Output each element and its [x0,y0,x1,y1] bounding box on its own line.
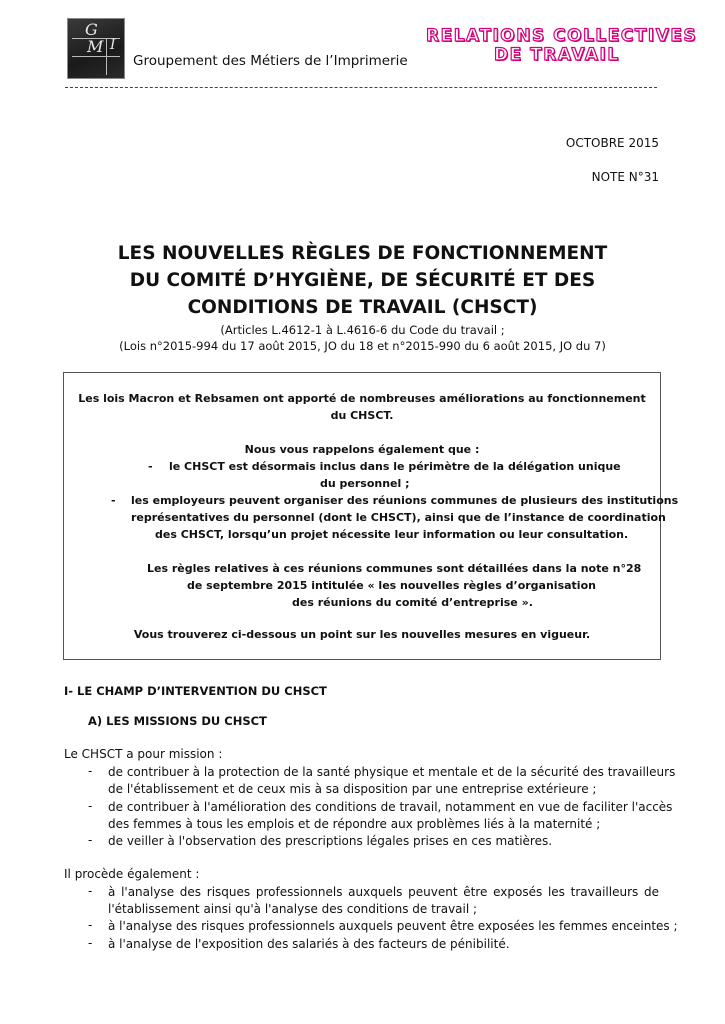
mission-1-line1: de contribuer à la protection de la santé physique et mentale et de la sécurité des travailleurs [108,765,676,779]
mission-3-bullet: - [88,833,93,847]
summary-bullet-2-line2: représentatives du personnel (dont le CHSCT), ainsi que de l’instance de coordination [131,511,666,524]
banner-line-1: RELATIONS COLLECTIVES [426,26,698,46]
organization-name: Groupement des Métiers de l’Imprimerie [133,53,408,69]
note-number: NOTE N°31 [591,170,659,184]
summary-p3-line1: Les règles relatives à ces réunions communes sont détaillées dans la note n°28 [147,562,642,575]
summary-bullet-1-line1: le CHSCT est désormais inclus dans le périmètre de la délégation unique [169,460,621,473]
summary-p1-line2: du CHSCT. [330,409,394,422]
document-title [60,240,665,321]
analysis-1-bullet: - [88,884,93,898]
subsection-heading: A) LES MISSIONS DU CHSCT [88,714,267,728]
missions-intro: Le CHSCT a pour mission : [64,747,223,761]
document-date: OCTOBRE 2015 [565,136,659,150]
analysis-3: à l'analyse de l'exposition des salariés à des facteurs de pénibilité. [108,937,510,951]
mission-2-bullet: - [88,799,93,813]
summary-p4: Vous trouverez ci-dessous un point sur les nouvelles mesures en vigueur. [133,628,591,641]
title-line-2: DU COMITÉ D’HYGIÈNE, DE SÉCURITÉ ET DES [129,270,596,291]
summary-bullet-2-mark: - [111,494,116,507]
summary-bullet-2-line3: des CHSCT, lorsqu’un projet nécessite leur information ou leur consultation. [155,528,629,541]
summary-p3-line3: des réunions du comité d’entreprise ». [292,596,533,609]
title-line-3: CONDITIONS DE TRAVAIL (CHSCT) [187,297,538,318]
logo-letter-i: I [110,37,116,53]
title-subtitle-2: (Lois n°2015-994 du 17 août 2015, JO du 18 et n°2015-990 du 6 août 2015, JO du 7) [119,339,606,353]
summary-bullet-2-line1: les employeurs peuvent organiser des réunions communes de plusieurs des institutions [131,494,679,507]
summary-bullet-1-line2: du personnel ; [320,477,410,490]
summary-p3-line2: de septembre 2015 intitulée « les nouvelles règles d’organisation [187,579,596,592]
header-divider [65,87,657,88]
banner-line-2: DE TRAVAIL [494,45,620,65]
mission-2-line2: des femmes à tous les emplois et de répondre aux problèmes liés à la maternité ; [108,817,601,831]
analysis-3-bullet: - [88,936,93,950]
logo-letter-g: G [85,20,98,39]
mission-3: de veiller à l'observation des prescriptions légales prises en ces matières. [108,834,553,848]
summary-p2: Nous vous rappelons également que : [244,443,480,456]
summary-bullet-1-mark: - [148,460,153,473]
logo-letter-m: M [87,37,104,56]
summary-p1-line1: Les lois Macron et Rebsamen ont apporté de nombreuses améliorations au fonctionnement [78,392,646,405]
mission-1-line2: de l'établissement et de ceux mis à sa disposition par une entreprise extérieure ; [108,782,597,796]
mission-1-bullet: - [88,764,93,778]
analysis-intro: Il procède également : [64,867,200,881]
analysis-1-line2: l'établissement ainsi qu'à l'analyse des conditions de travail ; [108,902,478,916]
mission-2-line1: de contribuer à l'amélioration des conditions de travail, notamment en vue de faciliter l'accès [108,800,673,814]
analysis-2-bullet: - [88,918,93,932]
gmi-logo [67,18,125,79]
section-heading: I- LE CHAMP D’INTERVENTION DU CHSCT [64,684,327,698]
title-line-1: LES NOUVELLES RÈGLES DE FONCTIONNEMENT [117,243,608,264]
analysis-1-line1: à l'analyse des risques professionnels auxquels peuvent être exposés les travailleurs de [108,885,659,899]
analysis-2: à l'analyse des risques professionnels auxquels peuvent être exposées les femmes enceintes ; [108,919,678,933]
title-subtitle-1: (Articles L.4612-1 à L.4616-6 du Code du travail ; [220,323,505,337]
